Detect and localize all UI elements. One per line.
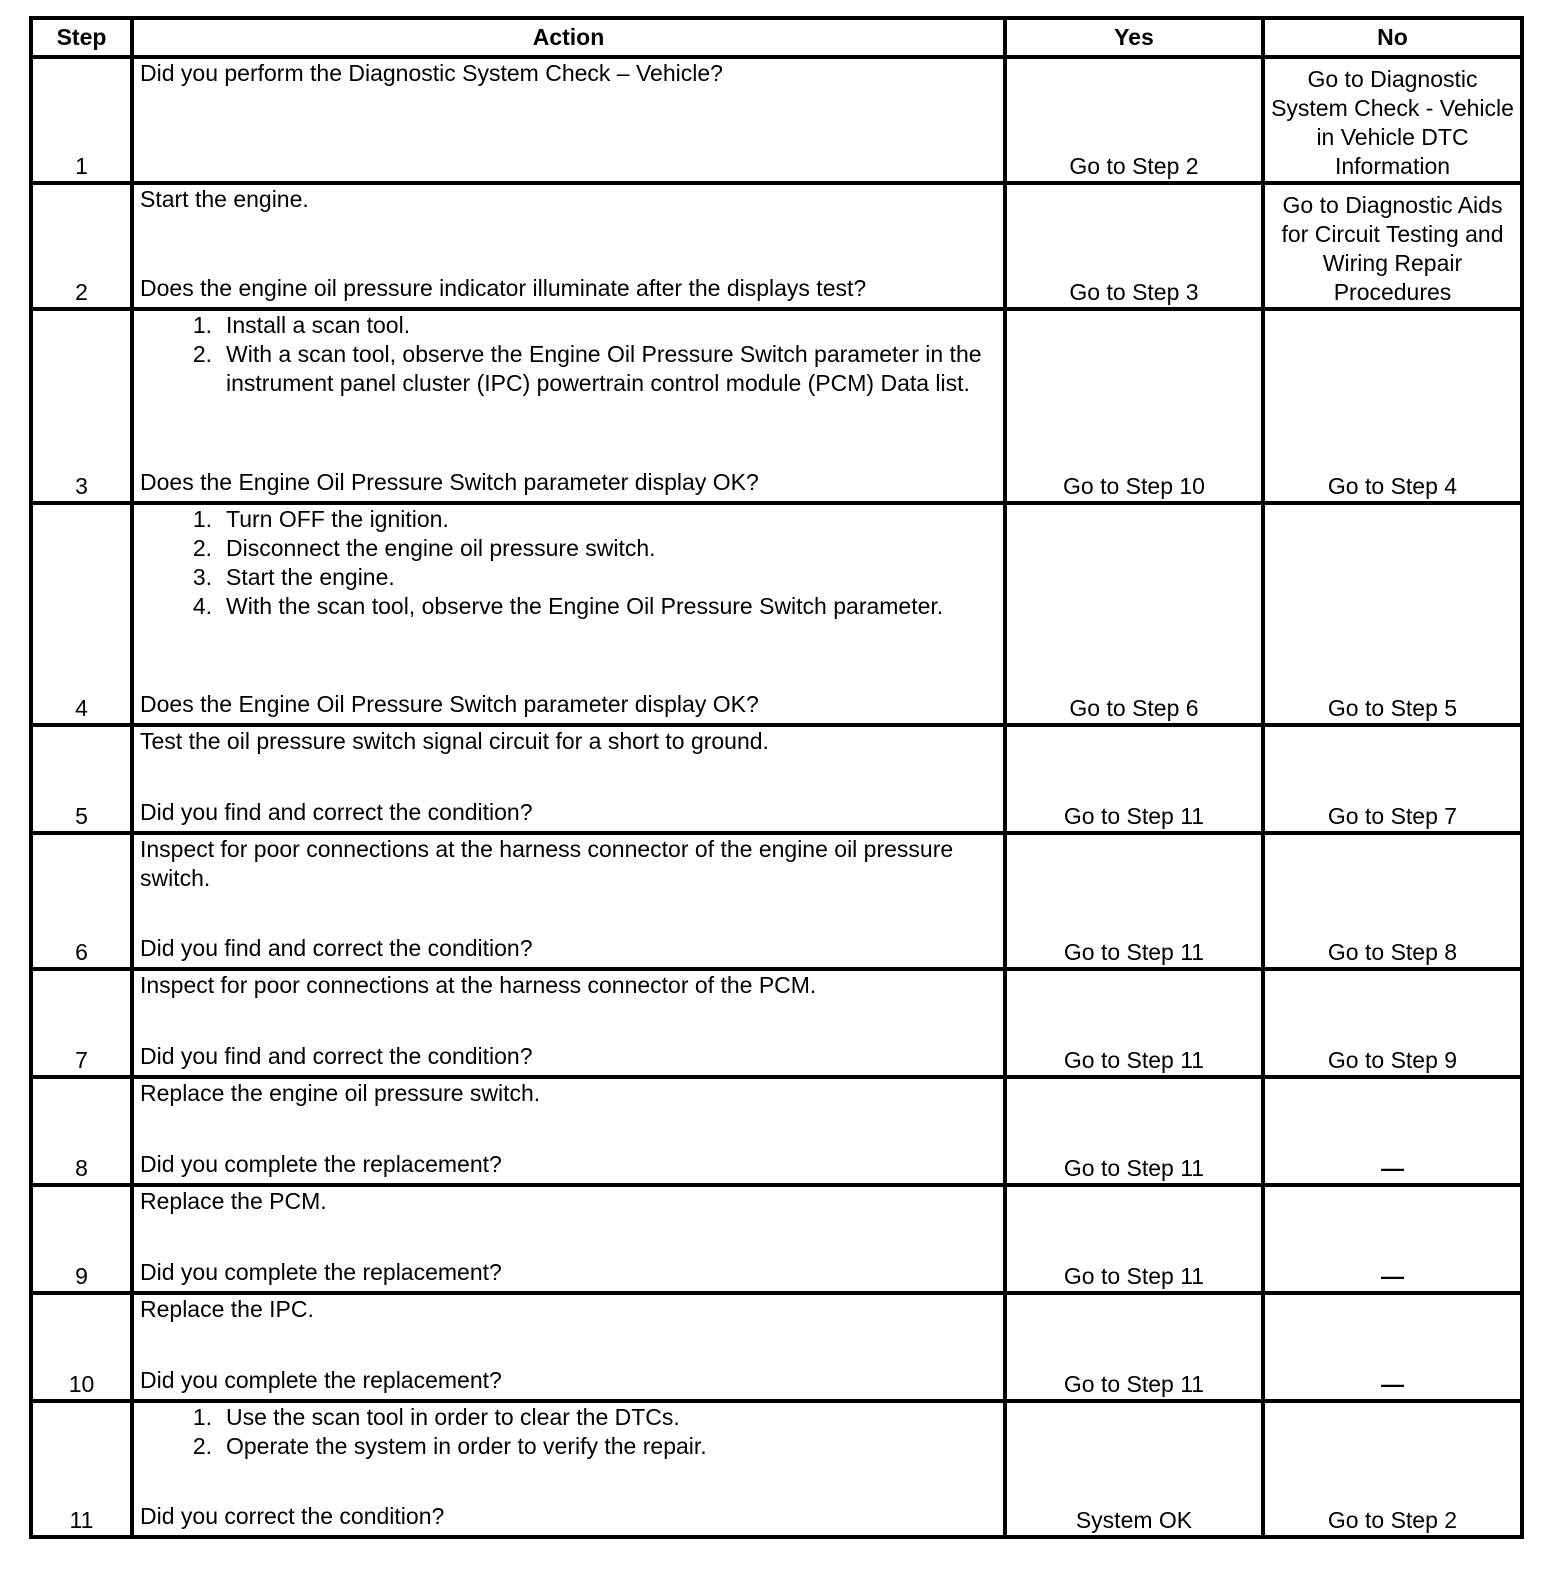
action-question: Did you find and correct the condition? xyxy=(140,935,533,961)
step-number: 5 xyxy=(31,725,132,833)
action-question: Did you complete the replacement? xyxy=(140,1151,502,1177)
no-result: Go to Diagnostic System Check - Vehicle in Vehicle DTC Information xyxy=(1263,57,1522,183)
list-item-number: 4. xyxy=(192,593,212,619)
action-question: Did you complete the replacement? xyxy=(140,1367,502,1393)
step-number: 3 xyxy=(31,309,132,503)
list-item-text: With a scan tool, observe the Engine Oil Pressure Switch parameter in the instrument panel cluster (IPC) powertrain control module (PCM) Data list. xyxy=(226,341,982,396)
list-item-text: Disconnect the engine oil pressure switch. xyxy=(226,535,656,561)
action-steps-list xyxy=(140,1403,997,1461)
table-row xyxy=(31,57,1522,183)
yes-result: Go to Step 11 xyxy=(1005,1077,1263,1185)
list-item-number: 1. xyxy=(192,506,212,532)
step-number: 8 xyxy=(31,1077,132,1185)
action-cell xyxy=(132,833,1005,969)
list-item-text: Turn OFF the ignition. xyxy=(226,506,449,532)
step-number: 4 xyxy=(31,503,132,725)
action-cell xyxy=(132,503,1005,725)
list-item-text: With the scan tool, observe the Engine Oil Pressure Switch parameter. xyxy=(226,593,944,619)
no-result: — xyxy=(1263,1293,1522,1401)
list-item-text: Install a scan tool. xyxy=(226,312,411,338)
yes-result: Go to Step 3 xyxy=(1005,183,1263,309)
list-item-number: 2. xyxy=(192,341,212,367)
step-number: 1 xyxy=(31,57,132,183)
no-result: Go to Step 9 xyxy=(1263,969,1522,1077)
yes-result: Go to Step 2 xyxy=(1005,57,1263,183)
action-cell xyxy=(132,183,1005,309)
list-item xyxy=(140,1432,997,1461)
table-row xyxy=(31,1401,1522,1537)
action-text: Start the engine. xyxy=(140,186,309,212)
action-text: Replace the IPC. xyxy=(140,1296,314,1322)
header-no: No xyxy=(1263,18,1522,57)
action-steps-list xyxy=(140,505,997,621)
action-text: Inspect for poor connections at the harness connector of the PCM. xyxy=(140,972,817,998)
header-row xyxy=(31,18,1522,57)
header-yes: Yes xyxy=(1005,18,1263,57)
action-text: Replace the PCM. xyxy=(140,1188,327,1214)
list-item-number: 3. xyxy=(192,564,212,590)
table-row xyxy=(31,1077,1522,1185)
no-result: Go to Step 4 xyxy=(1263,309,1522,503)
step-number: 7 xyxy=(31,969,132,1077)
list-item xyxy=(140,311,997,340)
action-text: Replace the engine oil pressure switch. xyxy=(140,1080,541,1106)
action-cell xyxy=(132,309,1005,503)
yes-result: Go to Step 11 xyxy=(1005,969,1263,1077)
table-row xyxy=(31,503,1522,725)
list-item xyxy=(140,340,997,398)
list-item xyxy=(140,1403,997,1432)
list-item-number: 1. xyxy=(192,312,212,338)
yes-result: Go to Step 11 xyxy=(1005,1293,1263,1401)
table-row xyxy=(31,1185,1522,1293)
list-item xyxy=(140,592,997,621)
action-cell xyxy=(132,969,1005,1077)
action-cell xyxy=(132,725,1005,833)
table-row xyxy=(31,725,1522,833)
step-number: 10 xyxy=(31,1293,132,1401)
list-item xyxy=(140,563,997,592)
list-item-text: Operate the system in order to verify the repair. xyxy=(226,1433,707,1459)
action-question: Did you correct the condition? xyxy=(140,1503,445,1529)
list-item xyxy=(140,505,997,534)
action-question: Does the Engine Oil Pressure Switch parameter display OK? xyxy=(140,691,759,717)
yes-result: Go to Step 11 xyxy=(1005,1185,1263,1293)
action-question: Does the engine oil pressure indicator illuminate after the displays test? xyxy=(140,275,867,301)
list-item-number: 2. xyxy=(192,535,212,561)
no-result: Go to Step 7 xyxy=(1263,725,1522,833)
list-item-number: 2. xyxy=(192,1433,212,1459)
yes-result: Go to Step 11 xyxy=(1005,725,1263,833)
no-result: — xyxy=(1263,1077,1522,1185)
table-row xyxy=(31,969,1522,1077)
no-result: Go to Diagnostic Aids for Circuit Testing and Wiring Repair Procedures xyxy=(1263,183,1522,309)
action-text: Inspect for poor connections at the harness connector of the engine oil pressure switch. xyxy=(140,836,954,891)
header-step: Step xyxy=(31,18,132,57)
action-cell xyxy=(132,1401,1005,1537)
step-number: 2 xyxy=(31,183,132,309)
table-row xyxy=(31,309,1522,503)
no-result: Go to Step 8 xyxy=(1263,833,1522,969)
action-cell xyxy=(132,1185,1005,1293)
list-item-text: Use the scan tool in order to clear the DTCs. xyxy=(226,1404,680,1430)
table-row xyxy=(31,1293,1522,1401)
yes-result: Go to Step 11 xyxy=(1005,833,1263,969)
action-cell xyxy=(132,1077,1005,1185)
action-question: Does the Engine Oil Pressure Switch parameter display OK? xyxy=(140,469,759,495)
action-question: Did you find and correct the condition? xyxy=(140,1043,533,1069)
no-result: Go to Step 2 xyxy=(1263,1401,1522,1537)
action-steps-list xyxy=(140,311,997,398)
action-text: Did you perform the Diagnostic System Check – Vehicle? xyxy=(140,60,723,86)
action-text: Test the oil pressure switch signal circuit for a short to ground. xyxy=(140,728,769,754)
action-question: Did you complete the replacement? xyxy=(140,1259,502,1285)
table-row xyxy=(31,833,1522,969)
step-number: 9 xyxy=(31,1185,132,1293)
no-result: — xyxy=(1263,1185,1522,1293)
list-item-text: Start the engine. xyxy=(226,564,395,590)
yes-result: Go to Step 10 xyxy=(1005,309,1263,503)
header-action: Action xyxy=(132,18,1005,57)
list-item xyxy=(140,534,997,563)
step-number: 11 xyxy=(31,1401,132,1537)
diagnostic-table xyxy=(29,16,1524,1539)
step-number: 6 xyxy=(31,833,132,969)
list-item-number: 1. xyxy=(192,1404,212,1430)
action-question: Did you find and correct the condition? xyxy=(140,799,533,825)
no-result: Go to Step 5 xyxy=(1263,503,1522,725)
table-body xyxy=(31,57,1522,1537)
action-cell xyxy=(132,1293,1005,1401)
yes-result: System OK xyxy=(1005,1401,1263,1537)
yes-result: Go to Step 6 xyxy=(1005,503,1263,725)
action-cell xyxy=(132,57,1005,183)
table-row xyxy=(31,183,1522,309)
